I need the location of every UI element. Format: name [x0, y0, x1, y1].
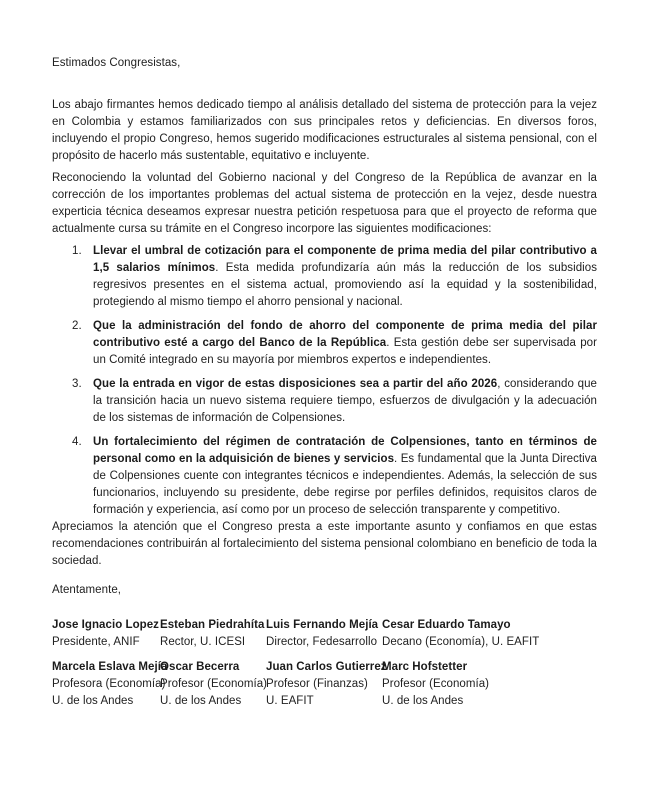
signature-role: Decano (Economía), U. EAFIT [382, 636, 540, 648]
signature-affiliation: U. EAFIT [266, 695, 314, 707]
list-item-rest: . Esta gestión debe ser supervisada por un Comité integrado en su mayoría por miembros expertos e independientes. [93, 337, 597, 366]
list-item-lead: Llevar el umbral de cotización para el componente de prima media del pilar contributivo a 1,5 salarios mínimos [93, 245, 597, 274]
signoff: Atentamente, [52, 584, 122, 596]
paragraph-intro: Los abajo firmantes hemos dedicado tiempo al análisis detallado del sistema de protección para la vejez en Colombia y estamos familiarizados con sus principales retos y deficiencias. En diversos foros, incluyendo el propio Congreso, hemos sugerido modificaciones estructurales al sistema pensional, con el propósito de hacerlo más sustentable, equitativo e incluyente. [52, 99, 597, 162]
signature-name: Luis Fernando Mejía [266, 619, 379, 631]
signature-affiliation: U. de los Andes [382, 695, 464, 707]
list-item-rest: , considerando que la transición hacia un nuevo sistema requiere tiempo, esfuerzos de divulgación y la adecuación de los sistemas de información de Colpensiones. [93, 378, 598, 424]
signatory [52, 659, 168, 710]
signature-name: Esteban Piedrahíta [160, 619, 265, 631]
signature-name: Oscar Becerra [160, 661, 240, 673]
paragraph-petition: Reconociendo la voluntad del Gobierno nacional y del Congreso de la República de avanzar en la corrección de los importantes problemas del actual sistema de protección en la vejez, desde nuestra experticia técnica deseamos expresar nuestra petición respetuosa para que el proyecto de reforma que actualmente cursa su trámite en el Congreso incorpore las siguientes modificaciones: [52, 172, 597, 235]
list-item-text [93, 434, 597, 519]
signature-role: Director, Fedesarrollo [266, 636, 378, 648]
signature-affiliation: U. de los Andes [160, 695, 242, 707]
list-item [52, 243, 597, 311]
paragraph-closing: Apreciamos la atención que el Congreso presta a este importante asunto y confiamos en que estas recomendaciones contribuirán al fortalecimiento del sistema pensional colombiano en beneficio de toda la sociedad. [52, 521, 597, 567]
letter-body [52, 55, 597, 710]
signature-role: Profesor (Economía) [382, 678, 490, 690]
signatory [382, 659, 597, 710]
signature-role: Profesor (Finanzas) [266, 678, 368, 690]
letter-greeting: Estimados Congresistas, [52, 57, 181, 69]
signature-role: Rector, U. ICESI [160, 636, 246, 648]
list-item-lead: Que la administración del fondo de ahorro del componente de prima media del pilar contributivo esté a cargo del Banco de la República [93, 320, 597, 349]
list-item [52, 434, 597, 519]
signature-role: Profesor (Economía) [160, 678, 268, 690]
list-item-lead: Un fortalecimiento del régimen de contratación de Colpensiones, tanto en términos de personal como en la adquisición de bienes y servicios [93, 436, 597, 465]
signatory [160, 659, 266, 710]
list-item-text [93, 376, 597, 427]
signature-role: Presidente, ANIF [52, 636, 140, 648]
signature-block [52, 617, 597, 710]
signature-name: Juan Carlos Gutierrez [266, 661, 387, 673]
list-item-text [93, 243, 597, 311]
list-item-number: 2. [72, 320, 82, 332]
signature-name: Marcela Eslava Mejía [52, 661, 168, 673]
list-item-number: 4. [72, 436, 82, 448]
signatory [266, 617, 382, 651]
signatory [266, 659, 387, 710]
signature-affiliation: U. de los Andes [52, 695, 134, 707]
list-item-number: 3. [72, 378, 82, 390]
list-item-lead: Que la entrada en vigor de estas disposiciones sea a partir del año 2026 [93, 378, 498, 390]
signatory [382, 617, 597, 651]
list-item-rest: . Es fundamental que la Junta Directiva de Colpensiones cuente con integrantes técnicos e independientes. Además, la selección de sus funcionarios, incluyendo su presidente, debe regirse por perfiles definidos, requisitos claros de formación y experiencia, así como por un proceso de selección transparente y competitivo. [93, 453, 597, 516]
signature-name: Cesar Eduardo Tamayo [382, 619, 511, 631]
list-item-number: 1. [72, 245, 82, 257]
list-item [52, 318, 597, 369]
modifications-list [52, 243, 597, 519]
signature-name: Marc Hofstetter [382, 661, 468, 673]
signature-role: Profesora (Economía) [52, 678, 166, 690]
signatory [52, 617, 160, 651]
list-item [52, 376, 597, 427]
signature-name: Jose Ignacio Lopez [52, 619, 159, 631]
signatory [160, 617, 266, 651]
list-item-text [93, 318, 597, 369]
list-item-rest: . Esta medida profundizaría aún más la reducción de los subsidios regresivos presentes en el sistema actual, promoviendo así la equidad y la sostenibilidad, protegiendo al mismo tiempo el ahorro pensional y nacional. [93, 262, 597, 308]
